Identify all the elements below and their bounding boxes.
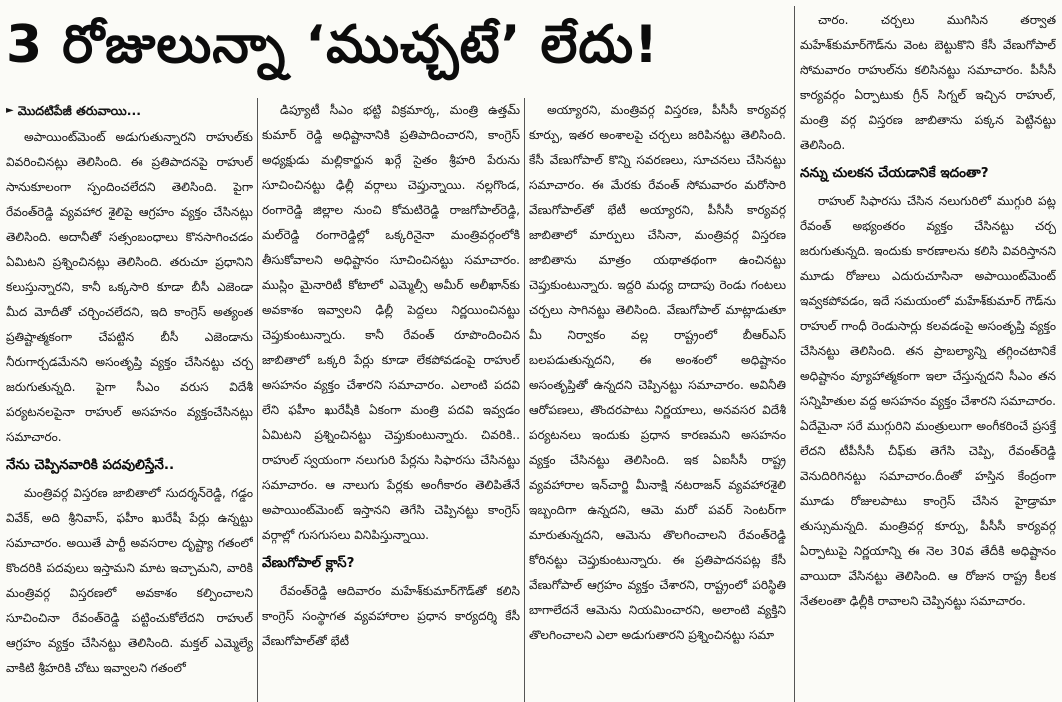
column-divider [257,98,258,702]
subheading: నేను చెప్పినవారికి పదవులిస్తేనే.. [6,457,175,473]
column-2 [262,98,520,702]
continued-from-front-page [6,98,253,123]
column-1 [6,98,253,702]
subheading: నన్ను చులకన చేయడానికే ఇదంతా? [800,165,989,181]
column-divider [794,6,795,702]
column-divider [524,98,525,702]
column-3 [529,98,786,702]
paragraph: రేవంత్‌రెడ్డి ఆదివారం మహేశ్‌కుమార్‌గౌడ్‌తో కలిసి కాంగ్రెస్ సంస్థాగత వ్యవహారాల ప్రధాన కార్యదర్శి కేసీ వేణుగోపాల్‌తో భేటీ [262,584,520,648]
paragraph: మంత్రివర్గ విస్తరణ జాబితాలో సుదర్శన్‌రెడ్డి, గడ్డం వివేక్, అది శ్రీనివాస్, ఫహీం ఖురేషీ పేర్లు ఉన్నట్టు సమాచారం. అయితే పార్టీ అవసరాల దృష్ట్యా గతంలో కొందరికి పదవులు ఇస్తామని మాట ఇచ్చామని, వారికి మంత్రివర్గ విస్తరణలో అవకాశం కల్పించాలని సూచించినా రేవంత్‌రెడ్డి పట్టించుకోలేదని రాహుల్ ఆగ్రహం వ్యక్తం చేసినట్టు తెలిసింది. మక్తల్ ఎమ్మెల్యే వాకిటి శ్రీహరికి చోటు ఇవ్వాలని గతంలో [6,486,253,675]
column-4 [800,8,1056,702]
kicker-label: మొదటిపేజీ తరువాయి... [17,103,141,118]
headline: 3 రోజులున్నా ‘ముచ్చటే’ లేదు! [6,15,659,75]
paragraph: డిప్యూటీ సీఎం భట్టి విక్రమార్క, మంత్రి ఉత్తమ్ కుమార్ రెడ్డి అధిష్టానానికి ప్రతిపాదించారని, కాంగ్రెస్ అధ్యక్షుడు మల్లికార్జున ఖర్గే సైతం శ్రీహరి పేరును సూచించినట్టు ఢిల్లీ వర్గాలు చెప్తున్నాయి. నల్లగొండ, రంగారెడ్డి జిల్లాల నుంచి కోమటిరెడ్డి రాజగోపాల్‌రెడ్డి, మల్‌రెడ్డి రంగారెడ్డిల్లో ఒక్కరినైనా మంత్రివర్గంలోకి తీసుకోవాలని అధిష్టానం సూచించినట్టు సమాచారం. ముస్లిం మైనారిటీ కోటాలో ఎమ్మెల్సీ అమీర్ అలీఖాన్‌కు అవకాశం ఇవ్వాలని ఢిల్లీ పెద్దలు నిర్ణయించినట్టు చెప్తుకుంటున్నారు. కానీ రేవంత్ రూపొందించిన జాబితాలో ఒక్కరి పేర్లు కూడా లేకపోవడంపై రాహుల్ అసహనం వ్యక్తం చేశారని సమాచారం. ఎలాంటి పదవి లేని ఫహీం ఖురేషీకి ఏకంగా మంత్రి పదవి ఇవ్వడం ఏమిటని ప్రశ్నించినట్టు చెప్తుకుంటున్నారు. చివరికి.. రాహుల్ స్వయంగా నలుగురి పేర్లను సిఫారసు చేసినట్టు సమాచారం. ఆ నాలుగు పేర్లకు అంగీకారం తెలిపితేనే అపాయింట్‌మెంట్ ఇస్తానని తెగేసి చెప్పినట్టు కాంగ్రెస్ వర్గాల్లో గుసగుసలు వినిపిస్తున్నాయి. [262,103,520,542]
subheading: వేణుగోపాల్ క్లాస్? [262,555,355,571]
paragraph: చారం. చర్చలు ముగిసిన తర్వాత మహేశ్‌కుమార్‌గౌడ్‌ను వెంట బెట్టుకొని కేసీ వేణుగోపాల్ సోమవారం రాహుల్‌ను కలిసినట్టు సమాచారం. పీసీసీ కార్యవర్గం ఏర్పాటుకు గ్రీన్ సిగ్నల్ ఇచ్చిన రాహుల్, మంత్రి వర్గ విస్తరణ జాబితాను పక్కన పెట్టినట్టు తెలిసింది. [800,13,1056,152]
paragraph: అపాయింట్‌మెంట్ అడుగుతున్నారని రాహుల్‌కు వివరించినట్లు తెలిసింది. ఈ ప్రతిపాదనపై రాహుల్ సానుకూలంగా స్పందించలేదని తెలిసింది. పైగా రేవంత్‌రెడ్డి వ్యవహార శైలిపై ఆగ్రహం వ్యక్తం చేసినట్లు తెలిసింది. అదానీతో సత్సంబంధాలు కొనసాగించడం ఏమిటని ప్రశ్నించినట్లు తెలిసింది. తరుచూ ప్రధానిని కలుస్తున్నారని, కానీ ఒక్కసారి కూడా బీసీ ఎజెండా మీద మోదీతో చర్చించలేదని, ఇది కాంగ్రెస్ అత్యంత ప్రతిష్టాత్మకంగా చేపట్టిన బీసీ ఎజెండాను నీరుగార్చడమేనని అసంతృప్తి వ్యక్తం చేసినట్టు చర్చ జరుగుతున్నది. పైగా సీఎం వరుస విదేశీ పర్యటనలపైనా రాహుల్ అసహనం వ్యక్తంచేసినట్లు సమాచారం. [6,130,253,444]
triangle-bullet-icon: ► [6,105,14,116]
paragraph: రాహుల్ సిఫారసు చేసిన నలుగురిలో ముగ్గురి పట్ల రేవంత్ అభ్యంతరం వ్యక్తం చేసినట్టు చర్చ జరుగుతున్నది. ఇందుకు కారణాలను కలిసి వివరిస్తానని మూడు రోజులు ఎదురుచూసినా అపాయింట్‌మెంట్ ఇవ్వకపోవడం, ఇదే సమయంలో మహేశ్‌కుమార్ గౌడ్‌ను రాహుల్ గాంధీ రెండుసార్లు కలవడంపై అసంతృప్తి వ్యక్తం చేసినట్టు తెలిసింది. తన ప్రాబల్యాన్ని తగ్గించటానికే అధిష్టానం వ్యూహాత్మకంగా ఇలా చేస్తున్నదని సీఎం తన సన్నిహితుల వద్ద అసహనం వ్యక్తం చేశారని సమాచారం. ఏదేమైనా సరే ముగ్గురిని మంత్రులుగా అంగీకరించే ప్రసక్తే లేదని టీపీసీసీ చీఫ్‌కు తెగేసి చెప్పి, రేవంత్‌రెడ్డి వెనుదిరిగినట్టు సమాచారం.దీంతో హస్తిన కేంద్రంగా మూడు రోజులపాటు కాంగ్రెస్ చేసిన హైడ్రామా తుస్సుమన్నది. మంత్రివర్గ కూర్పు, పీసీసీ కార్యవర్గ ఏర్పాటుపై నిర్ణయాన్ని ఈ నెల 30వ తేదీకి అధిష్టానం వాయిదా వేసినట్టు తెలిసింది. ఆ రోజున రాష్ట్ర కీలక నేతలంతా ఢిల్లీకి రావాలని చెప్పినట్టు సమాచారం. [800,194,1056,608]
paragraph: అయ్యారని, మంత్రివర్గ విస్తరణ, పీసీసీ కార్యవర్గ కూర్పు, ఇతర అంశాలపై చర్చలు జరిపినట్టు తెలిసింది. కేసీ వేణుగోపాల్ కొన్ని సవరణలు, సూచనలు చేసినట్టు సమాచారం. ఈ మేరకు రేవంత్ సోమవారం మరోసారి వేణుగోపాల్‌తో భేటీ అయ్యారని, పీసీసీ కార్యవర్గ జాబితాలో మార్పులు చేసినా, మంత్రివర్గ విస్తరణ జాబితాను మాత్రం యథాతథంగా ఉంచినట్టు చెప్తుకుంటున్నారు. ఇద్దరి మధ్య దాదాపు రెండు గంటలు చర్చలు సాగినట్టు తెలిసింది. వేణుగోపాల్ మాట్లాడుతూ మీ నిర్వాకం వల్ల రాష్ట్రంలో బీఆర్ఎస్ బలపడుతున్నదని, ఈ అంశంలో అధిష్టానం అసంతృప్తితో ఉన్నదని చెప్పినట్టు సమాచారం. అవినీతి ఆరోపణలు, తొందరపాటు నిర్ణయాలు, అనవసర విదేశీ పర్యటనలు ఇందుకు ప్రధాన కారణమని అసహనం వ్యక్తం చేసినట్టు తెలిసింది. ఇక ఏఐసీసీ రాష్ట్ర వ్యవహారాల ఇన్‌చార్జి మీనాక్షి నటరాజన్ వ్యవహారశైలి ఇబ్బందిగా ఉన్నదని, ఆమె మరో పవర్ సెంటర్‌గా మారుతున్నదని, ఆమెను తొలగించాలని రేవంత్‌రెడ్డి కోరినట్టు చెప్తుకుంటున్నారు. ఈ ప్రతిపాదనపట్ల కేసీ వేణుగోపాల్ ఆగ్రహం వ్యక్తం చేశారని, రాష్ట్రంలో పరిస్థితి బాగాలేదనే ఆమెను నియమించారని, అలాంటి వ్యక్తిని తొలగించాలని ఎలా అడుగుతారని ప్రశ్నించినట్టు సమా [529,103,786,642]
